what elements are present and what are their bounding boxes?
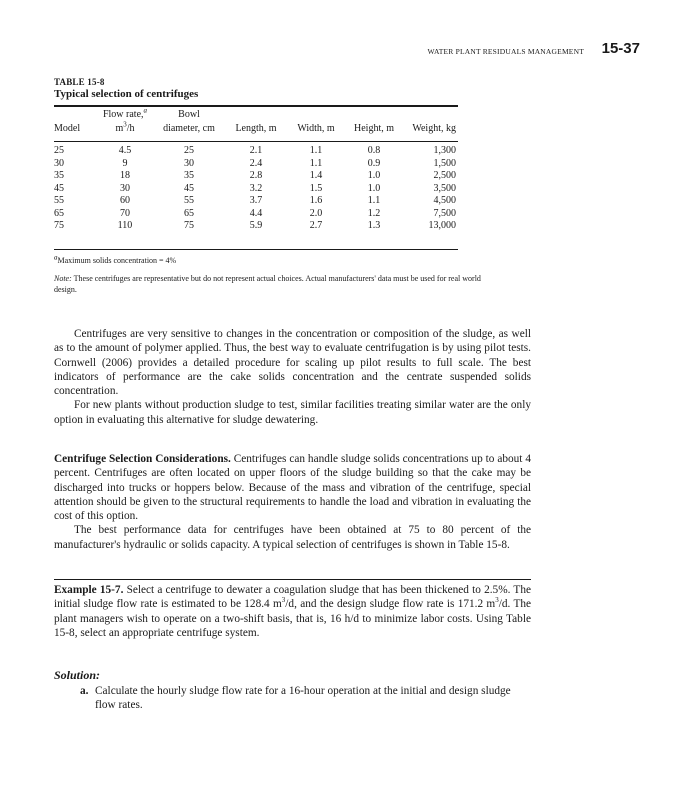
cell-width: 1.6 [309,195,323,206]
cell-model: 45 [54,182,64,194]
table-note [54,273,484,295]
note-label: Note: [54,274,72,283]
table-header-row-1 [54,108,458,121]
body-text [54,327,531,427]
header-model: Model [54,123,81,134]
cell-length: 3.7 [249,195,263,206]
cell-length: 2.4 [249,157,263,169]
cell-model: 25 [54,145,64,156]
cell-bowl: 25 [184,145,194,156]
table-header-row-2 [54,121,458,137]
cell-model: 65 [54,207,64,219]
cell-bowl: 55 [184,195,194,206]
cell-weight: 1,500 [433,157,456,169]
example-top-rule [54,579,531,580]
cell-width: 2.7 [309,220,323,231]
centrifuge-table [54,108,458,233]
cell-bowl: 45 [184,182,194,194]
table-bottom-rule [54,249,458,250]
cell-length: 2.8 [249,170,263,181]
example-box [54,583,531,640]
table-footnote: $^a$Maximum solids concentration = 4% [54,253,177,265]
page-number: 15-37 [601,40,640,57]
cell-height: 1.3 [367,220,381,231]
cell-height: 0.9 [367,157,381,169]
cell-flow: 70 [120,207,130,219]
header-width: Width, m [297,123,335,134]
paragraph-2: For new plants without production sludge to test, similar facilities treating similar water are the only option in evaluating this alternative for sludge dewatering. [54,399,531,426]
cell-height: 0.8 [367,145,381,156]
cell-model: 55 [54,195,64,206]
header-blank [54,108,96,121]
cell-length: 4.4 [249,207,263,219]
table-row [54,137,458,158]
cell-width: 2.0 [309,207,323,219]
step-text: Calculate the hourly sludge flow rate for a 16-hour operation at the initial and design sludge flow rates. [95,685,511,712]
running-head: WATER PLANT RESIDUALS MANAGEMENT [427,47,584,56]
cell-length: 3.2 [249,182,263,194]
cell-weight: 7,500 [433,207,456,219]
note-text: These centrifuges are representative but do not represent actual choices. Actual manufacturers' data must be used for real world design. [54,274,481,294]
cell-flow: 18 [120,170,130,181]
example-text: Example 15-7. Select a centrifuge to dewater a coagulation sludge that has been thickened to 2.5%. The initial sludge flow rate is estimated to be 128.4 $m^3/d$, and the design sludge flow rate is 171.2 $m^3/d$. The plant managers wish to operate on a two-shift basis, that is, 16 h/d to minimize labor costs. Using Table 15-8, select an appropriate centrifuge system. [54,584,532,639]
table-caption: Typical selection of centrifuges [54,88,199,100]
cell-height: 1.0 [367,182,381,194]
cell-flow: 4.5 [118,145,132,156]
step-letter: a. [80,685,89,697]
cell-model: 35 [54,170,64,181]
table-row [54,208,458,221]
header-flow-rate-line1: Flow rate,$^a$ [102,106,148,120]
cell-width: 1.4 [309,170,323,181]
cell-height: 1.0 [367,170,381,181]
solution-step-a [80,684,531,713]
example-label: Example 15-7. [54,584,124,596]
cell-weight: 3,500 [433,182,456,194]
header-flow-rate-unit: $m^3/h$ [115,120,135,134]
cell-model: 30 [54,157,64,169]
cell-length: 5.9 [249,220,263,231]
cell-weight: 4,500 [433,195,456,206]
cell-flow: 30 [120,182,130,194]
paragraph-3: Centrifuge Selection Considerations. Centrifuges can handle sludge solids concentrations up to about 4 percent. Centrifuges are often located on upper floors of the sludge building so that the cake may be discharged into trucks or hoppers below. Because of the mass and vibration of the centrifuge, special attention should be given to the structural requirements to handle the load and vibration in evaluating the cost of this option. [54,453,531,523]
cell-bowl: 30 [184,157,194,169]
table-body [54,137,458,233]
cell-height: 1.1 [367,195,381,206]
table-label: TABLE 15-8 [54,77,105,87]
header-bowl-line1: Bowl [178,109,200,120]
paragraph-1: Centrifuges are very sensitive to changes in the concentration or composition of the sludge, as well as to the amount of polymer applied. Thus, the best way to evaluate centrifugation is by using pilot tests. Cornwell (2006) provides a detailed procedure for scaling up pilot results to full scale. The best indicators of performance are the cake solids concentration and the centrate suspended solids concentration. [54,328,531,398]
table-row [54,183,458,196]
table-row [54,158,458,171]
table-row [54,170,458,183]
header-weight: Weight, kg [412,123,456,134]
selection-section [54,452,531,552]
cell-weight: 1,300 [433,145,456,156]
cell-flow: 9 [122,157,128,169]
header-height: Height, m [354,123,394,134]
cell-length: 2.1 [249,145,263,156]
cell-width: 1.1 [309,157,323,169]
header-bowl-diameter: diameter, cm [163,123,215,134]
cell-flow: 110 [117,220,133,231]
table-row [54,220,458,233]
header-length: Length, m [235,123,277,134]
solution-label: Solution: [54,668,101,682]
cell-model: 75 [54,220,64,231]
cell-width: 1.1 [309,145,323,156]
cell-weight: 2,500 [433,170,456,181]
page-header [54,40,640,60]
cell-weight: 13,000 [428,220,456,231]
section-heading: Centrifuge Selection Considerations. [54,453,231,465]
paragraph-4: The best performance data for centrifuges have been obtained at 75 to 80 percent of the manufacturer's hydraulic or solids capacity. A typical selection of centrifuges is shown in Table 15-8. [54,524,531,551]
cell-height: 1.2 [367,207,381,219]
cell-bowl: 35 [184,170,194,181]
table-top-rule [54,105,458,107]
cell-flow: 60 [120,195,130,206]
cell-width: 1.5 [309,182,323,194]
cell-bowl: 75 [184,220,194,231]
cell-bowl: 65 [184,207,194,219]
table-row [54,195,458,208]
